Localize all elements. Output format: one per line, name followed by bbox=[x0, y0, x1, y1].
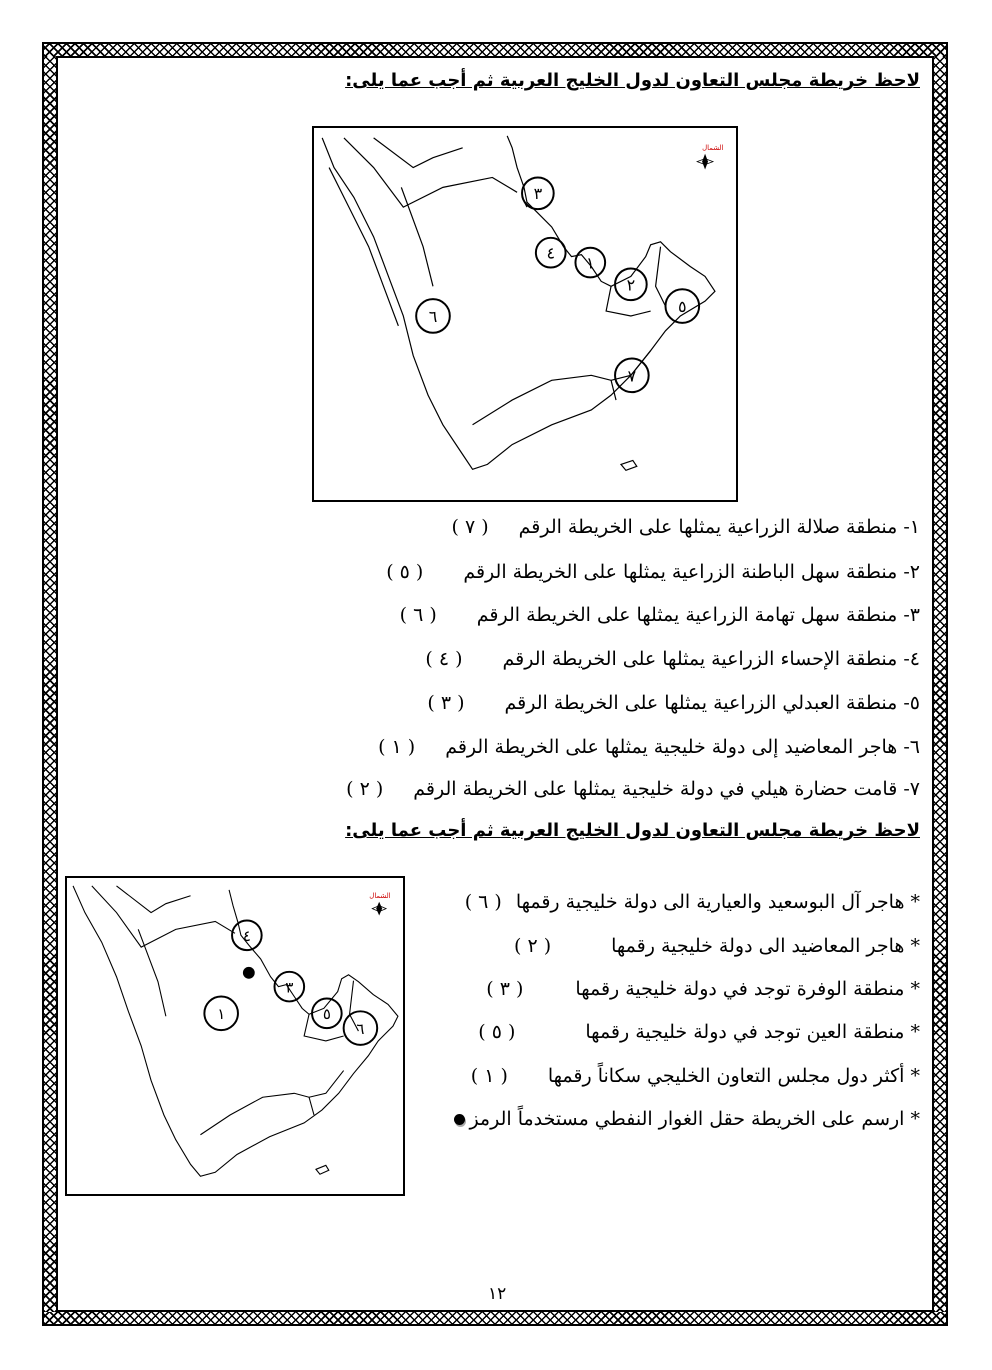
north-arrow-icon bbox=[369, 892, 390, 916]
question1-2 bbox=[386, 561, 920, 583]
question-text: * أكثر دول مجلس التعاون الخليجي سكاناً رقمها bbox=[547, 1065, 920, 1087]
question1-4 bbox=[425, 648, 920, 670]
question-text: * هاجر آل البوسعيد والعيارية الى دولة خليجية رقمها bbox=[515, 891, 920, 913]
svg-text:٥: ٥ bbox=[322, 1006, 331, 1024]
north-arrow-icon bbox=[697, 144, 723, 170]
question-text: ٦- هاجر المعاضيد إلى دولة خليجية يمثلها على الخريطة الرقم bbox=[445, 736, 920, 758]
svg-text:الشمال: الشمال bbox=[702, 143, 724, 152]
question2-4 bbox=[478, 1021, 920, 1043]
question-answer: ( ٢ ) bbox=[513, 935, 552, 957]
question-text: * هاجر المعاضيد الى دولة خليجية رقمها bbox=[611, 935, 920, 957]
question-answer: ( ١ ) bbox=[470, 1065, 508, 1087]
map1-drawing bbox=[314, 128, 736, 500]
section2-heading: لاحظ خريطة مجلس التعاون لدول الخليج العربية ثم أجب عما يلى: bbox=[345, 820, 920, 841]
question-text: ٥- منطقة العبدلي الزراعية يمثلها على الخريطة الرقم bbox=[504, 692, 920, 714]
question-answer: ( ٥ ) bbox=[386, 561, 424, 583]
svg-text:الشمال: الشمال bbox=[369, 891, 391, 900]
question2-5 bbox=[471, 1065, 920, 1087]
question-text: ٢- منطقة سهل الباطنة الزراعية يمثلها على الخريطة الرقم bbox=[463, 561, 920, 583]
page-number: ١٢ bbox=[488, 1284, 507, 1304]
svg-text:٤: ٤ bbox=[546, 243, 555, 263]
svg-text:٣: ٣ bbox=[285, 979, 294, 997]
question-text: * ارسم على الخريطة حقل الغوار النفطي مستخدماً الرمز bbox=[469, 1108, 920, 1130]
question-answer: ( ٢ ) bbox=[346, 778, 384, 800]
question-text: ٤- منطقة الإحساء الزراعية يمثلها على الخريطة الرقم bbox=[502, 648, 920, 670]
gulf-map-2 bbox=[65, 876, 405, 1196]
svg-text:٤: ٤ bbox=[242, 928, 251, 946]
question-answer: ( ٦ ) bbox=[464, 891, 502, 913]
svg-text:٥: ٥ bbox=[678, 297, 687, 317]
svg-text:٣: ٣ bbox=[533, 184, 543, 204]
question-answer: ( ٥ ) bbox=[478, 1021, 516, 1043]
question-text: * منطقة العين توجد في دولة خليجية رقمها bbox=[585, 1021, 920, 1043]
question2-1 bbox=[465, 891, 920, 913]
section1-heading: لاحظ خريطة مجلس التعاون لدول الخليج العربية ثم أجب عما يلى: bbox=[345, 70, 920, 91]
question-answer: ( ٤ ) bbox=[425, 648, 463, 670]
question-text: ٣- منطقة سهل تهامة الزراعية يمثلها على الخريطة الرقم bbox=[476, 604, 920, 626]
question-answer: ( ٧ ) bbox=[451, 516, 489, 538]
svg-text:١: ١ bbox=[217, 1006, 226, 1024]
map2-drawing bbox=[67, 878, 403, 1194]
svg-text:٦: ٦ bbox=[356, 1021, 365, 1039]
question2-2 bbox=[514, 935, 920, 957]
question2-3 bbox=[486, 978, 920, 1000]
question-answer: ( ١ ) bbox=[378, 736, 416, 758]
gulf-map-1 bbox=[312, 126, 738, 502]
svg-text:٢: ٢ bbox=[626, 275, 636, 295]
question1-5 bbox=[427, 692, 920, 714]
question-answer: ( ٣ ) bbox=[486, 978, 524, 1000]
question-text: ١- منطقة صلالة الزراعية يمثلها على الخريطة الرقم bbox=[518, 516, 920, 538]
question-answer: ( ٣ ) bbox=[427, 692, 465, 714]
svg-text:٦: ٦ bbox=[428, 306, 438, 326]
map2-oil-field-symbol bbox=[243, 967, 255, 979]
svg-text:٧: ٧ bbox=[627, 366, 637, 386]
question-answer: ( ٦ ) bbox=[399, 604, 437, 626]
question1-6 bbox=[378, 736, 920, 758]
question1-1 bbox=[451, 516, 920, 538]
question2-6 bbox=[454, 1108, 920, 1130]
oil-field-symbol-icon bbox=[454, 1114, 465, 1125]
question1-7 bbox=[346, 778, 920, 800]
svg-text:١: ١ bbox=[586, 253, 595, 273]
question1-3 bbox=[400, 604, 920, 626]
question-text: ٧- قامت حضارة هيلي في دولة خليجية يمثلها على الخريطة الرقم bbox=[413, 778, 920, 800]
question-text: * منطقة الوفرة توجد في دولة خليجية رقمها bbox=[575, 978, 920, 1000]
